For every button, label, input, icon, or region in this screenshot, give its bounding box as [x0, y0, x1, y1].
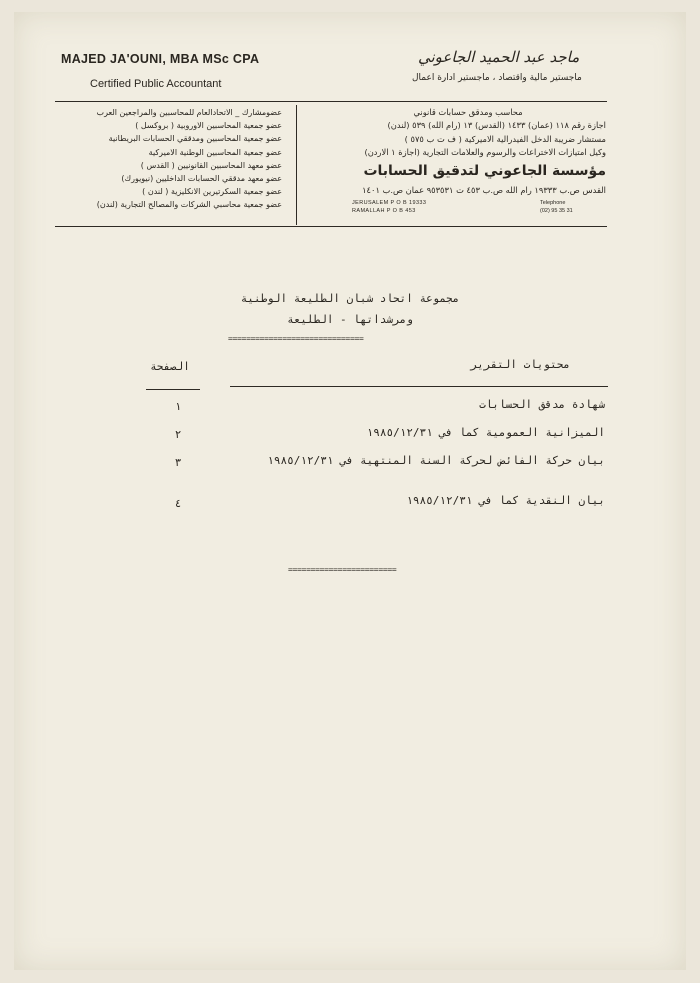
header-divider — [296, 105, 297, 225]
license-line: اجازة رقم ١١٨ (عمان) ١٤٣٣ (القدس) ١٣ (رام الله) ٥٣٩ (لندن) — [387, 120, 606, 131]
telephone-block — [540, 199, 573, 215]
report-title-line1: مجموعة اتحاد شبان الطليعة الوطنية — [240, 292, 460, 305]
membership-line: عضو جمعية المحاسبين ومدققي الحسابات البريطانية — [108, 134, 282, 144]
licenses-list — [330, 106, 606, 160]
membership-line: عضو جمعية محاسبي الشركات والمصالح التجارية (لندن) — [96, 200, 282, 210]
address-en-ramallah: RAMALLAH P O B 453 — [352, 208, 416, 214]
address-en — [352, 199, 426, 215]
signature-name-ar: ماجد عبد الحميد الجاعوني — [418, 48, 580, 66]
membership-line: عضو معهد مدققي الحسابات الداخليين (نيويورك) — [121, 174, 282, 184]
membership-line: عضو جمعية المحاسبين الوطنية الاميركية — [148, 147, 282, 157]
report-title-line2: ومرشداتها - الطليعة — [287, 313, 413, 326]
telephone-label: Telephone — [540, 200, 566, 206]
page-header: الصفحة — [150, 360, 190, 373]
separator-bottom: ======================== — [288, 565, 397, 574]
telephone-number: (02) 95 35 31 — [540, 208, 573, 214]
membership-line: عضو جمعية المحاسبين الاوروبية ( بروكسل ) — [135, 121, 282, 131]
firm-name-ar: مؤسسة الجاعوني لتدقيق الحسابات — [363, 163, 606, 179]
memberships-list — [50, 106, 282, 212]
contents-item-page: ٣ — [174, 456, 182, 469]
name-en: MAJED JA'OUNI, MBA MSc CPA — [61, 52, 260, 66]
separator-top: ============================== — [228, 334, 364, 343]
license-line: وكيل امتيازات الاختراعات والرسوم والعلامات التجارية (اجازة ١ الاردن) — [364, 147, 606, 158]
contents-item: بيان حركة الفائض لحركة السنة المنتهية في ١٩٨٥/١٢/٣١ — [267, 454, 605, 467]
license-line: محاسب ومدقق حسابات قانوني — [413, 107, 523, 117]
license-line: مستشار ضريبة الدخل الفيدرالية الاميركية ( ف ت ب ٥٧٥ ) — [404, 133, 606, 144]
contents-item-page: ١ — [174, 400, 182, 413]
title-en: Certified Public Accountant — [90, 78, 222, 90]
page-underline — [146, 389, 200, 390]
membership-line: عضو معهد المحاسبين القانونيين ( القدس ) — [140, 160, 282, 170]
membership-line: عضو جمعية السكرتيرين الانكليزية ( لندن ) — [142, 187, 282, 197]
address-en-jerusalem: JERUSALEM P O B 19333 — [352, 200, 427, 206]
contents-item: بيان النقدية كما في ١٩٨٥/١٢/٣١ — [406, 494, 605, 507]
header-bottom-rule — [55, 226, 607, 227]
contents-item-page: ٢ — [174, 428, 182, 441]
degrees-ar: ماجستير مالية واقتصاد ، ماجستير ادارة اعمال — [412, 73, 582, 83]
contents-item: شهادة مدقق الحسابات — [479, 398, 605, 411]
address-ar: القدس ص.ب ١٩٣٣٣ رام الله ص.ب ٤٥٣ ت ٩٥٣٥٣١ عمان ص.ب ١٤٠١ — [362, 185, 606, 195]
contents-header: محتويات التقرير — [470, 358, 570, 371]
membership-line: عضومشارك _ الاتحادالعام للمحاسبين والمراجعين العرب — [96, 108, 282, 117]
contents-item: الميزانية العمومية كما في ١٩٨٥/١٢/٣١ — [366, 426, 605, 439]
contents-underline — [230, 386, 608, 387]
contents-item-page: ٤ — [174, 497, 182, 510]
header-top-rule — [55, 101, 607, 102]
